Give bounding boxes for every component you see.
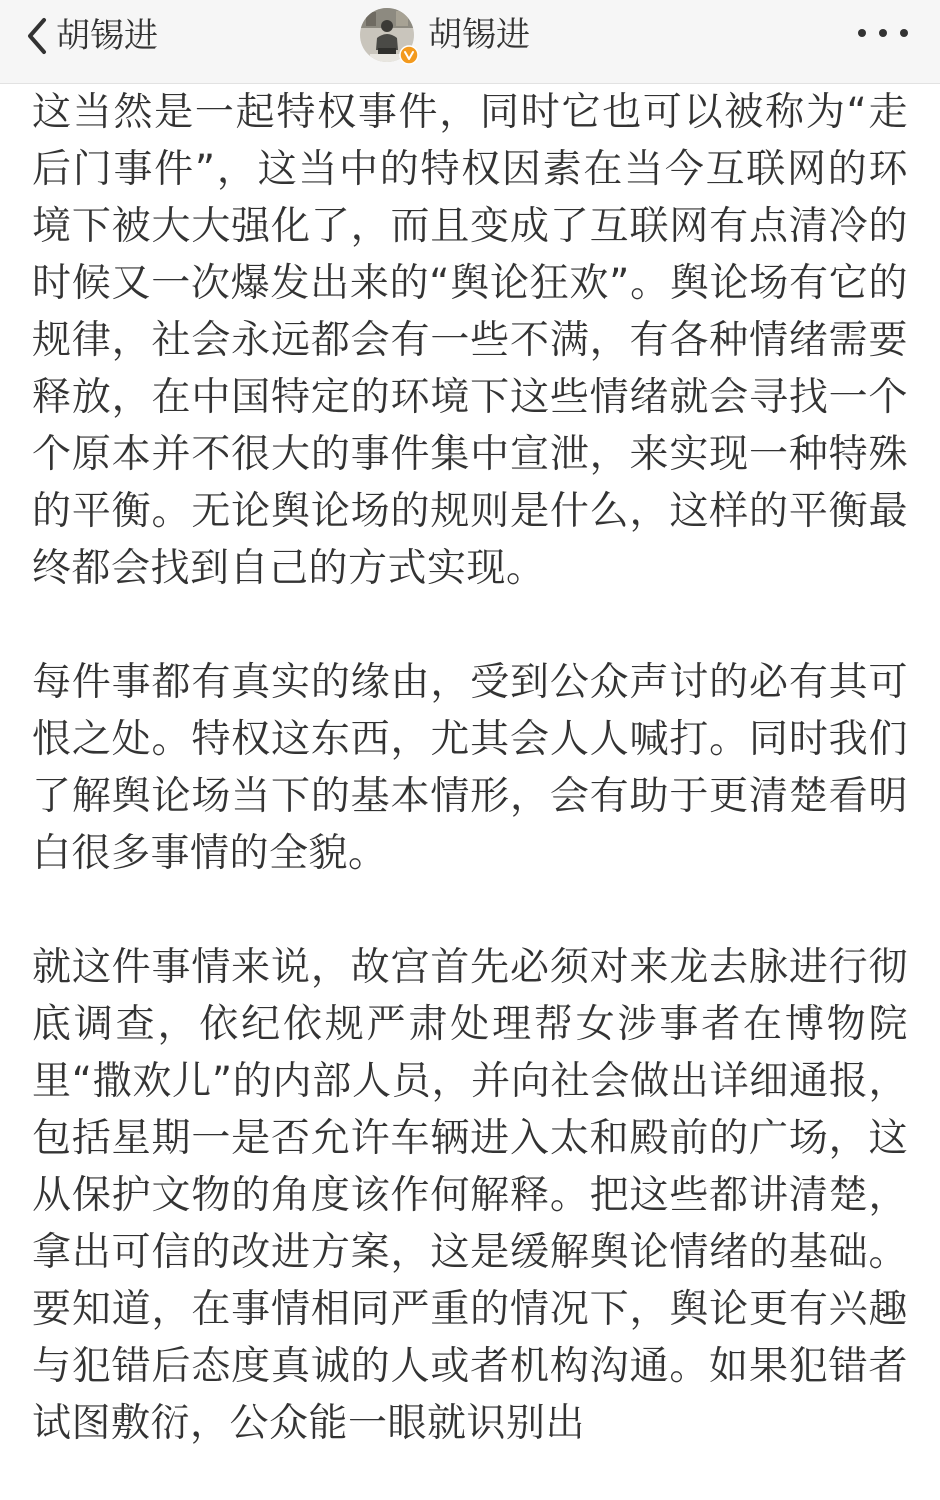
article-paragraph-2: 每件事都有真实的缘由，受到公众声讨的必有其可恨之处。特权这东西，尤其会人人喊打。同时我们了解舆论场当下的基本情形，会有助于更清楚看明白很多事情的全貌。 (32, 660, 908, 876)
verified-badge-icon (399, 45, 419, 65)
top-nav-bar (0, 0, 940, 84)
back-button-label: 胡锡进 (56, 16, 158, 56)
profile-header[interactable] (360, 7, 530, 63)
page-title: 胡锡进 (428, 15, 530, 55)
more-horizontal-icon[interactable] (854, 18, 912, 48)
back-button[interactable] (22, 10, 158, 62)
article-paragraph-1: 这当然是一起特权事件，同时它也可以被称为“走后门事件”，这当中的特权因素在当今互联网的环境下被大大强化了，而且变成了互联网有点清冷的时候又一次爆发出来的“舆论狂欢”。舆论场有它的规律，社会永远都会有一些不满，有各种情绪需要释放，在中国特定的环境下这些情绪就会寻找一个个原本并不很大的事件集中宣泄，来实现一种特殊的平衡。无论舆论场的规则是什么，这样的平衡最终都会找到自己的方式实现。 (32, 90, 908, 591)
article-paragraph-3: 就这件事情来说，故宫首先必须对来龙去脉进行彻底调查，依纪依规严肃处理帮女涉事者在博物院里“撒欢儿”的内部人员，并向社会做出详细通报，包括星期一是否允许车辆进入太和殿前的广场，这从保护文物的角度该作何解释。把这些都讲清楚，拿出可信的改进方案，这是缓解舆论情绪的基础。要知道，在事情相同严重的情况下，舆论更有兴趣与犯错后态度真诚的人或者机构沟通。如果犯错者试图敷衍，公众能一眼就识别出 (32, 945, 908, 1446)
chevron-left-icon (22, 14, 52, 58)
avatar-container[interactable] (360, 8, 414, 62)
article-body (32, 84, 908, 1452)
